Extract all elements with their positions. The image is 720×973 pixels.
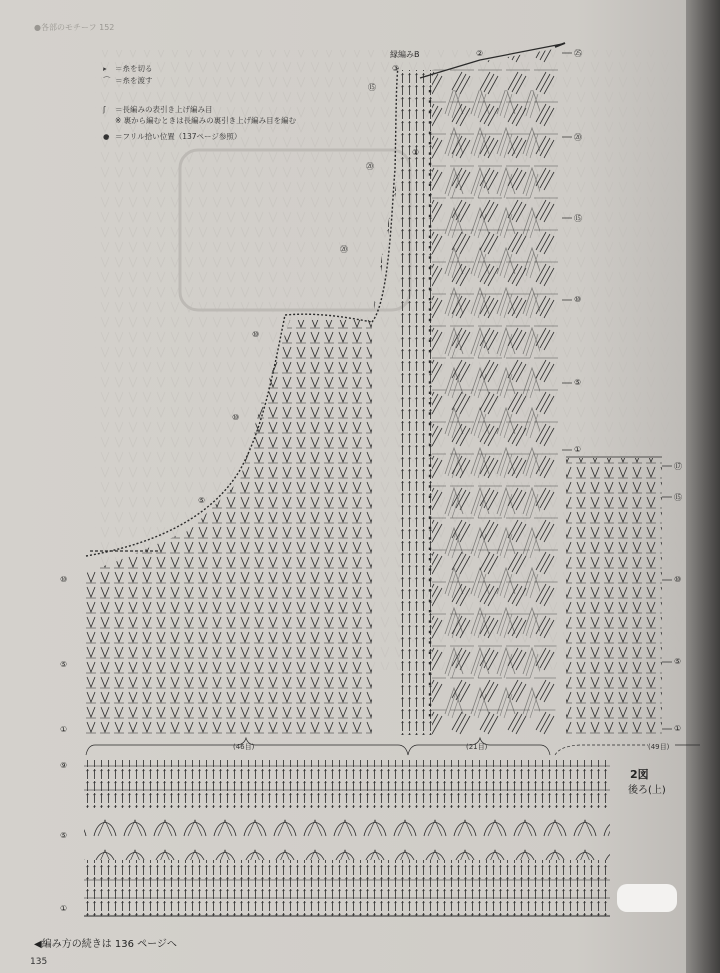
row-marker: ⑤ bbox=[574, 378, 582, 387]
row-marker: ⑮ bbox=[674, 493, 682, 502]
row-marker: ⑮ bbox=[368, 83, 376, 92]
footer-note: ◀編み方の続きは 136 ページへ bbox=[34, 939, 177, 950]
row-marker: ⑤ bbox=[198, 496, 206, 505]
stitch-count-right: (49目) bbox=[648, 743, 670, 751]
row-marker: ① bbox=[674, 724, 682, 733]
row-marker: ① bbox=[412, 148, 420, 157]
row-marker: ③ bbox=[392, 64, 400, 73]
stitch-count-center: (21目) bbox=[466, 743, 488, 751]
stitch-count-left: (46目) bbox=[233, 743, 255, 751]
row-marker: ⑮ bbox=[574, 214, 582, 223]
row-marker: ⑩ bbox=[60, 575, 68, 584]
row-marker: ① bbox=[60, 725, 68, 734]
row-marker: ⑳ bbox=[574, 133, 582, 142]
row-marker: ⑤ bbox=[60, 660, 68, 669]
row-marker: ⑩ bbox=[574, 295, 582, 304]
row-marker: ① bbox=[60, 904, 68, 913]
header-fragment: ●各部のモチーフ 152 bbox=[34, 23, 115, 32]
figure-number: 2図 bbox=[630, 768, 649, 781]
row-marker: ⑤ bbox=[60, 831, 68, 840]
row-marker: ⑳ bbox=[340, 245, 348, 254]
row-marker: ⑩ bbox=[252, 330, 260, 339]
page-number: 135 bbox=[30, 957, 48, 967]
obscured-region bbox=[617, 884, 677, 912]
row-marker: ⑳ bbox=[366, 162, 374, 171]
row-marker: ② bbox=[476, 49, 484, 58]
figure-subtitle: 後ろ(上) bbox=[628, 785, 666, 796]
row-marker: ⑰ bbox=[674, 462, 682, 471]
row-marker: ⑨ bbox=[60, 761, 68, 770]
row-marker: ① bbox=[574, 445, 582, 454]
row-marker: ⑩ bbox=[674, 575, 682, 584]
row-marker: ㉕ bbox=[574, 49, 582, 58]
row-marker: ⑩ bbox=[232, 413, 240, 422]
row-marker: ⑤ bbox=[674, 657, 682, 666]
